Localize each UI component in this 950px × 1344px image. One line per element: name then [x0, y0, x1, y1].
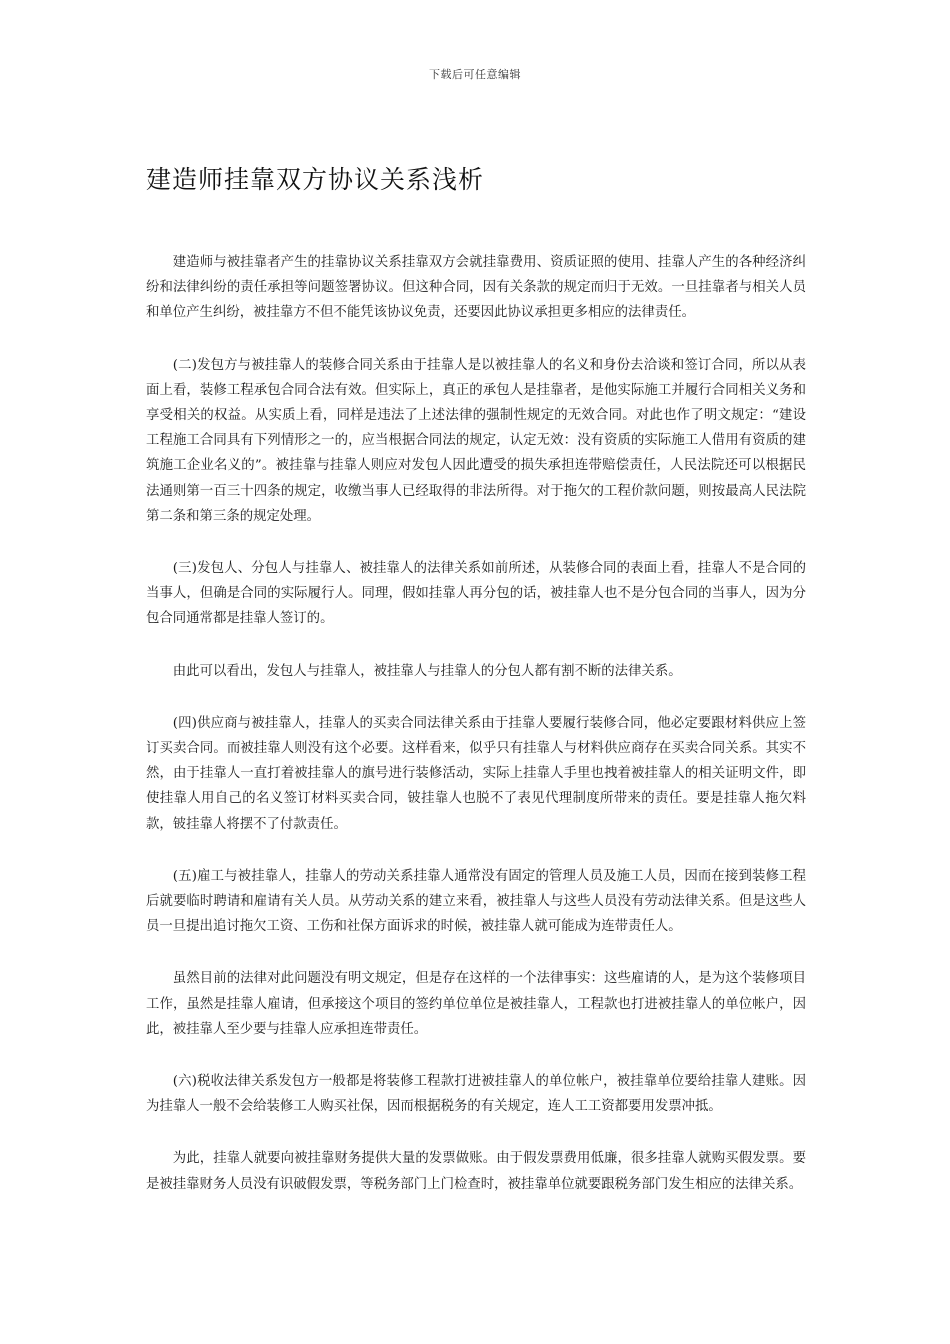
paragraph-section-4: (四)供应商与被挂靠人，挂靠人的买卖合同法律关系由于挂靠人要履行装修合同，他必定要跟材料供应上签订买卖合同。而被挂靠人则没有这个必要。这样看来，似乎只有挂靠人与材料供应商存在买卖合同关系。其实不然，由于挂靠人一直打着被挂靠人的旗号进行装修活动，实际上挂靠人手里也拽着被挂靠人的相关证明文件，即使挂靠人用自己的名义签订材料买卖合同，铍挂靠人也脱不了表见代理制度所带来的责任。要是挂靠人拖欠料款，铍挂靠人将摆不了付款责任。	[146, 715, 806, 832]
document-body	[146, 250, 806, 1224]
paragraph-section-6: (六)税收法律关系发包方一般都是将装修工程款打进被挂靠人的单位帐户，被挂靠单位要给挂靠人建账。因为挂靠人一般不会给装修工人购买社保，因而根据税务的有关规定，连人工工资都要用发票冲抵。	[146, 1074, 806, 1115]
paragraph-section-6-note: 为此，挂靠人就要向被挂靠财务提供大量的发票做账。由于假发票费用低廉，很多挂靠人就购买假发票。要是被挂靠财务人员没有识破假发票，等税务部门上门检查时，被挂靠单位就要跟税务部门发生相应的法律关系。	[146, 1151, 806, 1192]
paragraph-intro: 建造师与被挂靠者产生的挂靠协议关系挂靠双方会就挂靠费用、资质证照的使用、挂靠人产生的各种经济纠纷和法律纠纷的责任承担等问题签署协议。但这种合同，因有关条款的规定而归于无效。一旦挂靠者与相关人员和单位产生纠纷，被挂靠方不但不能凭该协议免责，还要因此协议承担更多相应的法律责任。	[146, 255, 806, 321]
paragraph-section-5-note: 虽然目前的法律对此问题没有明文规定，但是存在这样的一个法律事实：这些雇请的人，是为这个装修项目工作，虽然是挂靠人雇请，但承接这个项目的签约单位单位是被挂靠人，工程款也打进被挂靠人的单位帐户，因此，被挂靠人至少要与挂靠人应承担连带责任。	[146, 971, 806, 1037]
paragraph-section-3: (三)发包人、分包人与挂靠人、被挂靠人的法律关系如前所述，从装修合同的表面上看，挂靠人不是合同的当事人，但确是合同的实际履行人。同理，假如挂靠人再分包的话，被挂靠人也不是分包合同的当事人，因为分包合同通常都是挂靠人签订的。	[146, 561, 806, 627]
paragraph-section-2: (二)发包方与被挂靠人的装修合同关系由于挂靠人是以被挂靠人的名义和身份去洽谈和签订合同，所以从表面上看，装修工程承包合同合法有效。但实际上，真正的承包人是挂靠者，是他实际施工并履行合同相关义务和享受相关的权益。从实质上看，同样是违法了上述法律的强制性规定的无效合同。对此也作了明文规定：“建设工程施工合同具有下列情形之一的，应当根据合同法的规定，认定无效：没有资质的实际施工人借用有资质的建筑施工企业名义的”。被挂靠与挂靠人则应对发包人因此遭受的损失承担连带赔偿责任，人民法院还可以根据民法通则第一百三十四条的规定，收缴当事人已经取得的非法所得。对于拖欠的工程价款问题，则按最高人民法院第二条和第三条的规定处理。	[146, 357, 806, 524]
paragraph-section-3-conclusion: 由此可以看出，发包人与挂靠人，被挂靠人与挂靠人的分包人都有割不断的法律关系。	[172, 663, 682, 679]
document-title: 建造师挂靠双方协议关系浅析	[146, 165, 485, 194]
header-note: 下载后可任意编辑	[429, 68, 521, 81]
paragraph-section-5: (五)雇工与被挂靠人，挂靠人的劳动关系挂靠人通常没有固定的管理人员及施工人员，因而在接到装修工程后就要临时聘请和雇请有关人员。从劳动关系的建立来看，被挂靠人与这些人员没有劳动法律关系。但是这些人员一旦提出追讨拖欠工资、工伤和社保方面诉求的时候，被挂靠人就可能成为连带责任人。	[146, 868, 806, 935]
